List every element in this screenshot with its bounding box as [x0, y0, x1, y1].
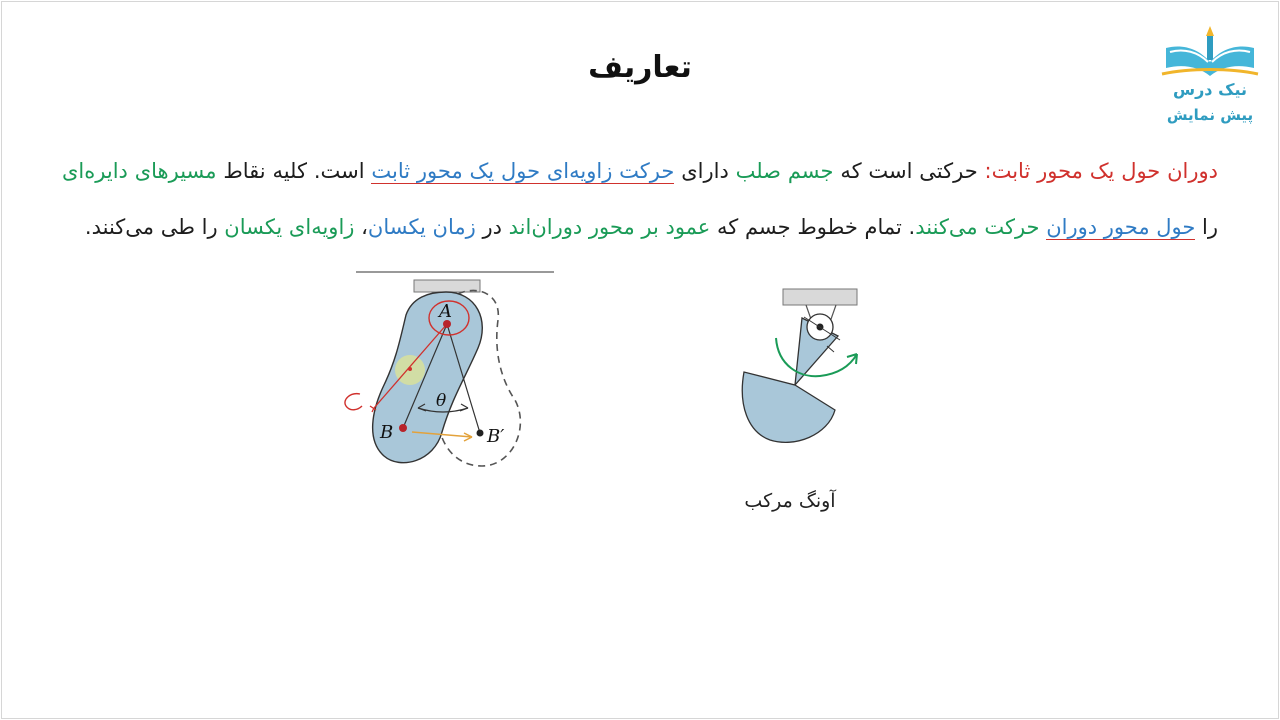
point-b-dot [399, 424, 407, 432]
angular-motion-text: حرکت زاویه‌ای حول یک محور ثابت [371, 159, 675, 183]
same-time-text: زمان یکسان [367, 215, 476, 239]
text-segment-3: است. کلیه نقاط [216, 159, 372, 183]
term-colon: : [984, 159, 992, 183]
text-segment-7: در [475, 215, 509, 239]
theta-arrow-right [460, 404, 468, 411]
pendulum-support [783, 289, 857, 305]
circular-paths-text: مسیرهای دایره‌ای [62, 159, 217, 183]
book-logo-icon [1160, 22, 1260, 82]
point-b-prime-dot [477, 430, 484, 437]
text-segment-1: حرکتی است که [833, 159, 985, 183]
around-axis-text: حول محور دوران [1046, 215, 1196, 239]
text-segment-4: را [1195, 215, 1218, 239]
text-segment-2: دارای [674, 159, 736, 183]
definition-term: دوران حول یک محور ثابت [991, 159, 1218, 183]
pivot-axis-2 [827, 346, 834, 352]
red-c-annotation [345, 394, 362, 410]
logo-line-1: نیک درس [1173, 80, 1247, 99]
rotation-diagram [330, 265, 570, 485]
pendulum-diagram [730, 282, 890, 452]
point-b-prime-label: B′ [487, 426, 505, 447]
rigid-body-text: جسم صلب [735, 159, 834, 183]
logo [1160, 22, 1260, 132]
theta-label: θ [436, 391, 447, 411]
point-b-label: B [380, 422, 394, 443]
logo-line-2: پیش نمایش [1166, 106, 1254, 124]
slide-title: تعاریف [588, 50, 692, 85]
text-segment-6: . تمام خطوط جسم که [710, 215, 916, 239]
red-annotation-dot [408, 367, 412, 371]
slide-frame [1, 1, 1279, 719]
text-segment-9: را طی می‌کنند. [84, 215, 225, 239]
move-text: حرکت می‌کنند [915, 215, 1040, 239]
pendulum-caption: آونگ مرکب [744, 490, 836, 512]
perpendicular-text: عمود بر محور دوران‌اند [508, 215, 711, 239]
point-a-label: A [439, 301, 452, 322]
definition-paragraph [62, 143, 1218, 255]
same-angle-text: زاویه‌ای یکسان [224, 215, 355, 239]
text-segment-8: ، [354, 215, 368, 239]
